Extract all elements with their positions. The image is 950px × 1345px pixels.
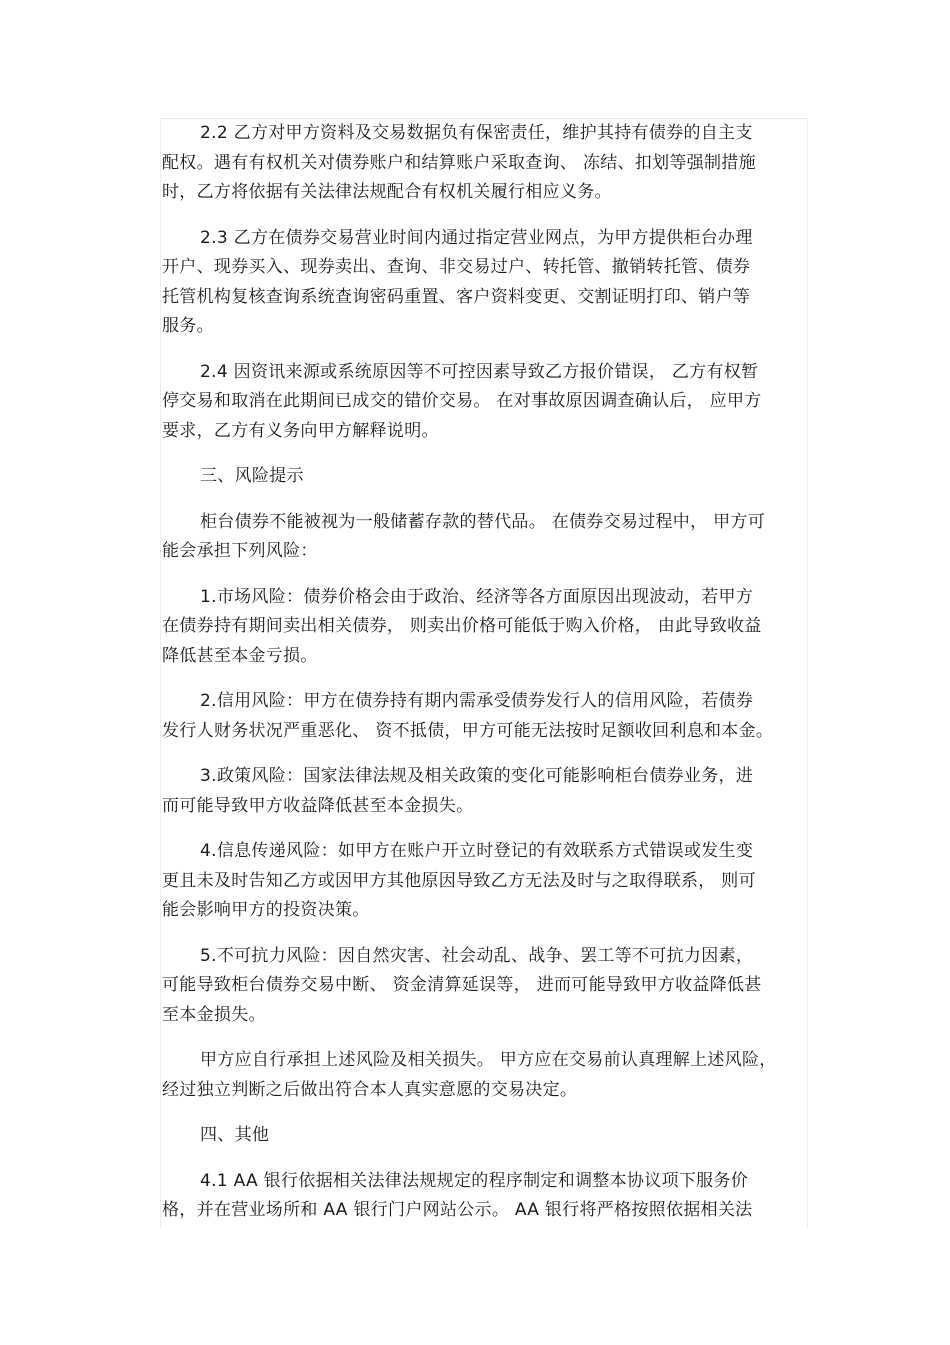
paragraph-risk-intro — [162, 508, 804, 567]
text-line: 经过独立判断之后做出符合本人真实意愿的交易决定。 — [162, 1079, 578, 1100]
text-line: 时，乙方将依据有关法律法规配合有权机关履行相应义务。 — [162, 182, 612, 202]
paragraph-credit-risk — [162, 687, 804, 746]
document-body — [162, 119, 804, 1242]
text-line: 降低甚至本金亏损。 — [162, 645, 318, 666]
paragraph-2-2 — [162, 119, 804, 208]
paragraph-force-majeure-risk — [162, 942, 804, 1031]
text-line: 服务。 — [162, 316, 214, 336]
text-line: 能会影响甲方的投资决策。 — [162, 900, 370, 920]
text-line: 2.3 乙方在债券交易营业时间内通过指定营业网点，为甲方提供柜台办理 — [200, 227, 753, 248]
text-line: 2.2 乙方对甲方资料及交易数据负有保密责任，维护其持有债券的自主支 — [200, 123, 753, 143]
paragraph-4-1 — [162, 1167, 804, 1226]
text-line: 4.信息传递风险：如甲方在账户开立时登记的有效联系方式错误或发生变 — [200, 841, 754, 861]
paragraph-risk-acceptance — [162, 1046, 804, 1105]
text-line: 4.1 AA 银行依据相关法律法规规定的程序制定和调整本协议项下服务价 — [200, 1170, 749, 1191]
section-heading-other: 四、其他 — [200, 1125, 270, 1145]
text-line: 发行人财务状况严重恶化、 资不抵债，甲方可能无法按时足额收回利息和本金。 — [162, 720, 774, 741]
paragraph-2-4 — [162, 358, 804, 447]
text-line: 能会承担下列风险： — [162, 541, 318, 561]
text-line: 柜台债券不能被视为一般储蓄存款的替代品。 在债券交易过程中， 甲方可 — [200, 511, 766, 532]
text-line: 至本金损失。 — [162, 1004, 266, 1025]
text-line: 开户、现券买入、现券卖出、查询、非交易过户、转托管、撤销转托管、债券 — [162, 257, 751, 277]
text-line: 1.市场风险：债券价格会由于政治、经济等各方面原因出现波动，若甲方 — [200, 586, 754, 607]
paragraph-policy-risk — [162, 762, 804, 821]
text-line: 而可能导致甲方收益降低甚至本金损失。 — [162, 795, 474, 816]
text-line: 3.政策风险：国家法律法规及相关政策的变化可能影响柜台债券业务，进 — [200, 766, 754, 786]
text-line: 要求，乙方有义务向甲方解释说明。 — [162, 420, 439, 441]
text-line: 2.4 因资讯来源或系统原因等不可控因素导致乙方报价错误， 乙方有权暂 — [200, 361, 759, 382]
paragraph-2-3 — [162, 224, 804, 342]
text-line: 格，并在营业场所和 AA 银行门户网站公示。 AA 银行将严格按照依据相关法 — [162, 1200, 753, 1220]
paragraph-information-risk — [162, 837, 804, 926]
text-line: 更且未及时告知乙方或因甲方其他原因导致乙方无法及时与之取得联系， 则可 — [162, 870, 756, 891]
text-line: 停交易和取消在此期间已成交的错价交易。 在对事故原因调查确认后， 应甲方 — [162, 391, 762, 411]
text-line: 配权。遇有有权机关对债券账户和结算账户采取查询、 冻结、扣划等强制措施 — [162, 152, 756, 173]
text-line: 可能导致柜台债券交易中断、 资金清算延误等， 进而可能导致甲方收益降低甚 — [162, 975, 762, 995]
text-line: 5.不可抗力风险：因自然灾害、社会动乱、战争、罢工等不可抗力因素， — [200, 945, 754, 966]
paragraph-market-risk — [162, 583, 804, 672]
text-line: 在债券持有期间卖出相关债券， 则卖出价格可能低于购入价格， 由此导致收益 — [162, 616, 762, 636]
text-line: 2.信用风险：甲方在债券持有期内需承受债券发行人的信用风险，若债券 — [200, 691, 754, 711]
text-line: 托管机构复核查询系统查询密码重置、客户资料变更、交割证明打印、销户等 — [162, 286, 751, 307]
text-line: 甲方应自行承担上述风险及相关损失。 甲方应在交易前认真理解上述风险， — [200, 1050, 777, 1070]
section-heading-risk: 三、风险提示 — [200, 466, 304, 486]
